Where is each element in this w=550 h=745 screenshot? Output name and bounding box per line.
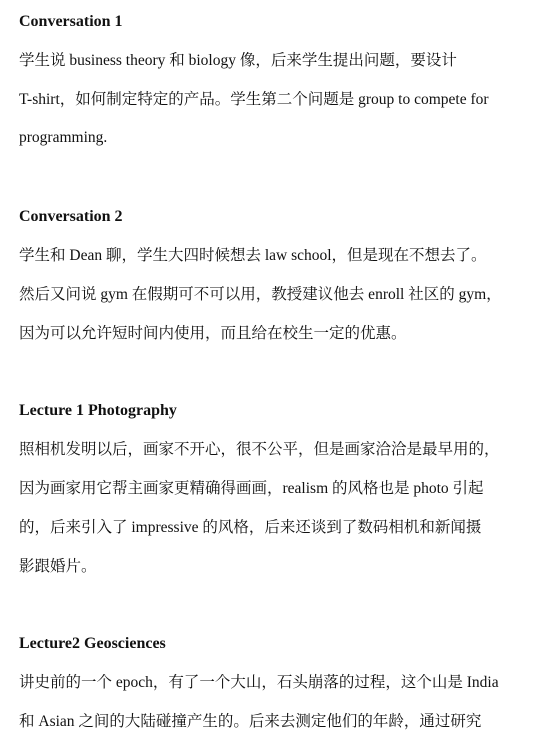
paragraph-line: 然后又问说 gym 在假期可不可以用，教授建议他去 enroll 社区的 gym， (19, 286, 502, 303)
paragraph-line: 学生说 business theory 和 biology 像，后来学生提出问题，要设计 (19, 52, 457, 69)
paragraph-line: 讲史前的一个 epoch，有了一个大山，石头崩落的过程，这个山是 India (19, 674, 499, 691)
paragraph-line: 和 Asian 之间的大陆碰撞产生的。后来去测定他们的年龄，通过研究 (19, 713, 482, 730)
paragraph-line: 因为画家用它帮主画家更精确得画画，realism 的风格也是 photo 引起 (19, 480, 484, 497)
section-conversation-1 (19, 12, 539, 148)
paragraph-line: 照相机发明以后，画家不开心，很不公平，但是画家洽洽是最早用的， (19, 441, 500, 458)
paragraph-line: programming. (19, 129, 108, 146)
section-lecture-2-geosciences (19, 634, 539, 732)
section-heading: Lecture 1 Photography (19, 402, 177, 419)
paragraph-line: 因为可以允许短时间内使用，而且给在校生一定的优惠。 (19, 325, 407, 342)
paragraph-line: 学生和 Dean 聊，学生大四时候想去 law school，但是现在不想去了。 (19, 247, 487, 264)
section-heading: Conversation 1 (19, 13, 123, 30)
paragraph-line: 的，后来引入了 impressive 的风格，后来还谈到了数码相机和新闻摄 (19, 519, 482, 536)
section-lecture-1-photography (19, 401, 539, 577)
section-conversation-2 (19, 207, 539, 344)
section-heading: Lecture2 Geosciences (19, 635, 166, 652)
paragraph-line: T-shirt，如何制定特定的产品。学生第二个问题是 group to compete for (19, 91, 489, 108)
paragraph-line: 影跟婚片。 (19, 558, 97, 575)
section-heading: Conversation 2 (19, 208, 123, 225)
